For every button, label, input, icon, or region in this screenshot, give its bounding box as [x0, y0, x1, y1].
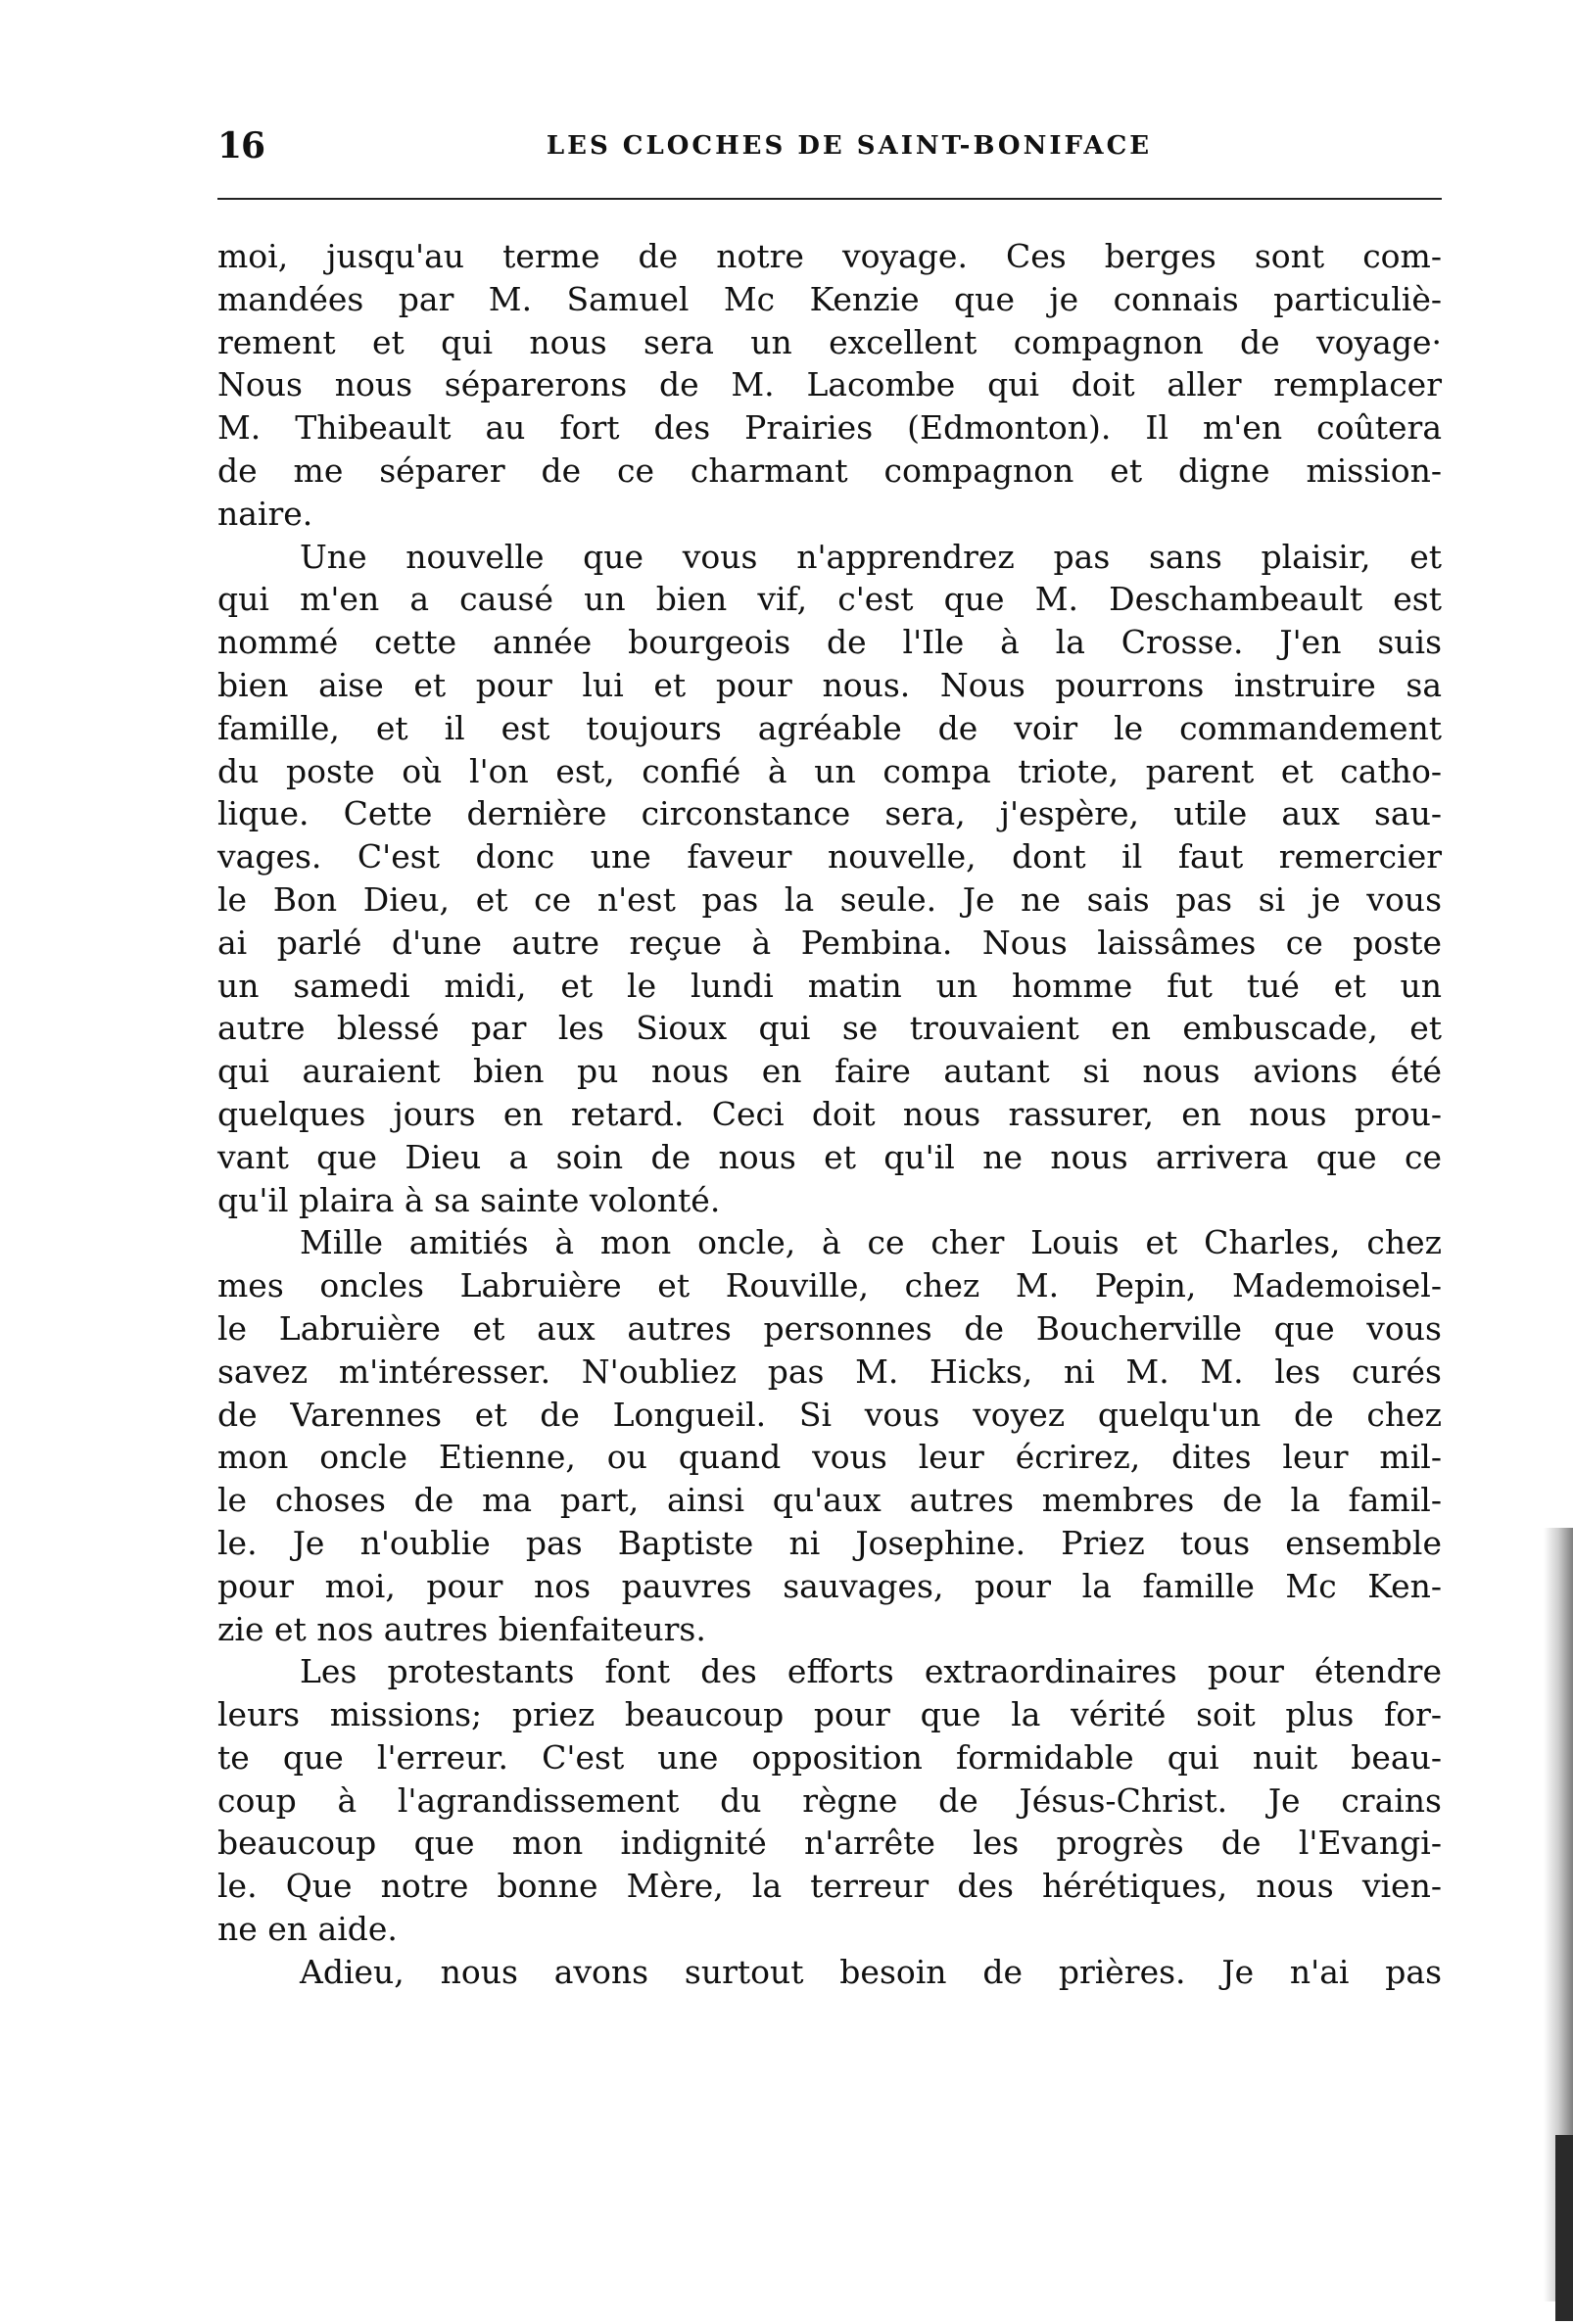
text-line: nommé cette année bourgeois de l'Ile à la Crosse. J'en suis: [217, 623, 1442, 662]
text-line: mandées par M. Samuel Mc Kenzie que je connais particuliè-: [217, 279, 1442, 318]
text-line: moi, jusqu'au terme de notre voyage. Ces berges sont com-: [217, 237, 1442, 275]
text-line: rement et qui nous sera un excellent compagnon de voyage·: [217, 322, 1442, 361]
text-line: savez m'intéresser. N'oubliez pas M. Hicks, ni M. M. les curés: [217, 1352, 1442, 1391]
text-line: qui auraient bien pu nous en faire autant si nous avions été: [217, 1052, 1442, 1091]
text-line: le. Je n'oublie pas Baptiste ni Josephine. Priez tous ensemble: [217, 1523, 1442, 1562]
text-line: vant que Dieu a soin de nous et qu'il ne nous arrivera que ce: [217, 1137, 1442, 1176]
scan-edge-dark: [1555, 2135, 1573, 2321]
header-rule: [217, 198, 1442, 200]
text-line: autre blessé par les Sioux qui se trouvaient en embuscade, et: [217, 1009, 1442, 1048]
text-line: de Varennes et de Longueil. Si vous voyez quelqu'un de chez: [217, 1395, 1442, 1434]
text-line: Mille amitiés à mon oncle, à ce cher Louis et Charles, chez: [300, 1223, 1442, 1262]
running-title: LES CLOCHES DE SAINT-BONIFACE: [546, 131, 1153, 161]
text-line: zie et nos autres bienfaiteurs.: [217, 1609, 706, 1648]
text-line: quelques jours en retard. Ceci doit nous rassurer, en nous prou-: [217, 1094, 1442, 1133]
text-line: mes oncles Labruière et Rouville, chez M. Pepin, Mademoisel-: [217, 1266, 1442, 1305]
text-line: te que l'erreur. C'est une opposition formidable qui nuit beau-: [217, 1737, 1442, 1777]
body-text: [217, 235, 1442, 1994]
text-line: bien aise et pour lui et pour nous. Nous pourrons instruire sa: [217, 665, 1442, 704]
text-line: vages. C'est donc une faveur nouvelle, dont il faut remercier: [217, 837, 1442, 877]
text-line: le choses de ma part, ainsi qu'aux autres membres de la famil-: [217, 1481, 1442, 1520]
text-line: M. Thibeault au fort des Prairies (Edmonton). Il m'en coûtera: [217, 408, 1442, 448]
text-line: un samedi midi, et le lundi matin un homme fut tué et un: [217, 966, 1442, 1005]
text-line: Nous nous séparerons de M. Lacombe qui doit aller remplacer: [217, 365, 1442, 404]
text-line: famille, et il est toujours agréable de voir le commandement: [217, 708, 1442, 747]
text-line: qui m'en a causé un bien vif, c'est que M. Deschambeault est: [217, 580, 1442, 619]
text-line: qu'il plaira à sa sainte volonté.: [217, 1180, 721, 1219]
text-line: coup à l'agrandissement du règne de Jésus-Christ. Je crains: [217, 1780, 1442, 1820]
text-line: leurs missions; priez beaucoup pour que la vérité soit plus for-: [217, 1695, 1442, 1734]
text-line: de me séparer de ce charmant compagnon et digne mission-: [217, 451, 1442, 490]
text-line: le. Que notre bonne Mère, la terreur des hérétiques, nous vien-: [217, 1867, 1442, 1906]
text-line: Adieu, nous avons surtout besoin de prières. Je n'ai pas: [300, 1952, 1442, 1991]
running-head: [217, 125, 1442, 174]
text-line: ai parlé d'une autre reçue à Pembina. Nous laissâmes ce poste: [217, 923, 1442, 962]
text-line: Une nouvelle que vous n'apprendrez pas sans plaisir, et: [300, 537, 1442, 576]
text-line: pour moi, pour nos pauvres sauvages, pour la famille Mc Ken-: [217, 1566, 1442, 1605]
text-line: Les protestants font des efforts extraordinaires pour étendre: [300, 1652, 1442, 1691]
text-line: lique. Cette dernière circonstance sera, j'espère, utile aux sau-: [217, 794, 1442, 833]
text-line: du poste où l'on est, confié à un compa triote, parent et catho-: [217, 751, 1442, 790]
text-line: ne en aide.: [217, 1910, 398, 1949]
text-line: naire.: [217, 494, 313, 533]
text-line: le Labruière et aux autres personnes de Boucherville que vous: [217, 1308, 1442, 1348]
text-line: mon oncle Etienne, ou quand vous leur écrirez, dites leur mil-: [217, 1438, 1442, 1477]
text-line: beaucoup que mon indignité n'arrête les progrès de l'Evangi-: [217, 1824, 1442, 1863]
page-number: 16: [217, 125, 265, 166]
text-line: le Bon Dieu, et ce n'est pas la seule. Je ne sais pas si je vous: [217, 879, 1442, 919]
